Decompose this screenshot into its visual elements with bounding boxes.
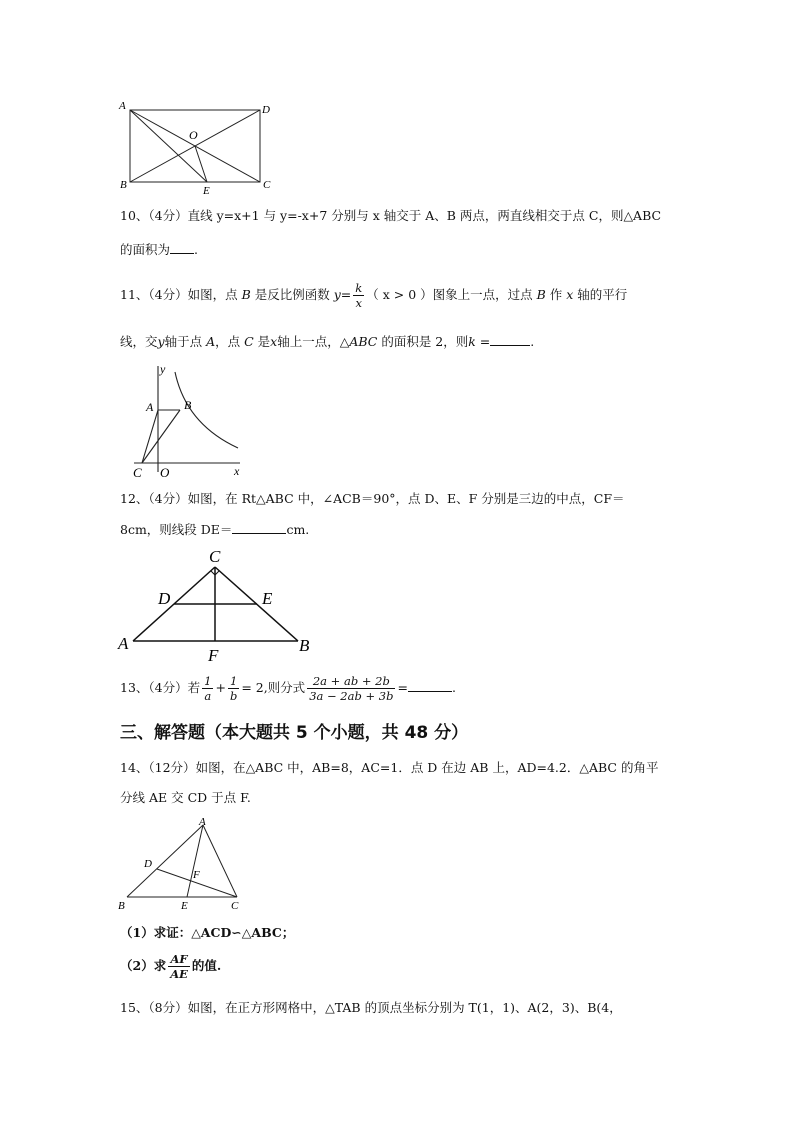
label-e: E — [181, 900, 188, 912]
q10-score: （4分） — [148, 208, 188, 223]
figure-angle-bisector — [115, 815, 255, 915]
q10-text-1: 直线 y=x+1 与 y=-x+7 分别与 x 轴交于 A、B 两点，两直线相交于点 C，则△ABC — [187, 208, 662, 223]
q13-answer-blank[interactable] — [408, 679, 452, 692]
label-b: B — [120, 179, 127, 191]
question-14-line1: 14、（12分）如图，在△ABC 中，AB=8，AC=1．点 D 在边 AB 上，AD=4.2．△ABC 的角平 — [120, 760, 659, 775]
label-c: C — [231, 900, 239, 912]
label-o: O — [160, 465, 170, 480]
label-o: O — [189, 128, 198, 142]
label-a: A — [199, 816, 206, 828]
label-c: C — [133, 465, 142, 480]
q10-answer-blank[interactable] — [170, 241, 194, 254]
label-e: E — [262, 589, 273, 608]
question-11-line1: 11、（4分）如图，点 B 是反比例函数 y= $\frac{k}{x}$ （ x > 0 ）图象上一点，过点 B 作 x 轴的平行 — [120, 281, 628, 310]
question-15-line1: 15、（8分）如图，在正方形网格中，△TAB 的顶点坐标分别为 T(1，1)、A(2，3)、B(4， — [120, 1000, 622, 1015]
label-a: A — [118, 634, 129, 653]
bisector-ae — [187, 825, 203, 897]
q14-fraction-af-over-ae: $\frac{AF}{AE}$ — [170, 952, 188, 981]
q13-fraction-1-over-a: $\frac{1}{a}$ — [204, 674, 212, 703]
q10-text-2: 的面积为 — [120, 242, 171, 257]
question-11-line2: 线，交y轴于点 A，点 C 是x轴上一点，△ABC 的面积是 2，则k = . — [120, 334, 535, 349]
label-a: A — [146, 400, 154, 414]
label-b: B — [299, 636, 310, 655]
question-10-line2: 的面积为 . — [120, 242, 198, 257]
q12-answer-blank[interactable] — [232, 521, 286, 534]
question-14-line2: 分线 AE 交 CD 于点 F. — [120, 790, 251, 805]
segment-ca — [142, 410, 158, 463]
question-12-line2: 8cm，则线段 DE＝ cm. — [120, 522, 310, 537]
q10-number: 10、 — [120, 208, 149, 223]
label-d: D — [158, 589, 171, 608]
question-13: 13、（4分）若 $\frac{1}{a}$ + $\frac{1}{b}$ = 2,则分式 $\frac{2a + ab + 2b}{3a - 2ab + 3b}$ = . — [120, 674, 456, 703]
q13-fraction-expression: $\frac{2a + ab + 2b}{3a - 2ab + 3b}$ — [309, 674, 394, 703]
figure-hyperbola — [128, 362, 258, 480]
figure-rectangle — [115, 98, 280, 198]
question-14-part-2: （2）求 $\frac{AF}{AE}$ 的值. — [120, 952, 222, 981]
label-c: C — [263, 179, 271, 191]
label-f: F — [208, 646, 219, 665]
question-12-line1: 12、（4分）如图，在 Rt△ABC 中，∠ACB＝90°，点 D、E、F 分别是三边的中点，CF＝ — [120, 491, 625, 506]
side-ab — [127, 825, 203, 897]
label-b: B — [118, 900, 125, 912]
label-d: D — [144, 858, 152, 870]
q11-answer-blank[interactable] — [490, 333, 530, 346]
label-e: E — [203, 185, 210, 197]
label-a: A — [119, 100, 126, 112]
label-c: C — [209, 547, 221, 566]
segment-cb — [142, 410, 180, 463]
question-14-part-1: （1）求证：△ACD∽△ABC； — [120, 925, 295, 940]
figure-right-triangle — [115, 545, 325, 665]
label-f: F — [193, 869, 200, 881]
q13-fraction-1-over-b: $\frac{1}{b}$ — [229, 674, 238, 703]
label-b: B — [184, 398, 192, 412]
label-d: D — [262, 104, 270, 116]
question-10-line1 — [120, 208, 661, 224]
label-y: y — [160, 362, 166, 376]
q11-fraction-k-over-x: $\frac{k}{x}$ — [355, 281, 363, 310]
side-ac — [203, 825, 237, 897]
label-x: x — [234, 464, 240, 478]
section-3-heading: 三、解答题（本大题共 5 个小题，共 48 分） — [120, 723, 469, 743]
